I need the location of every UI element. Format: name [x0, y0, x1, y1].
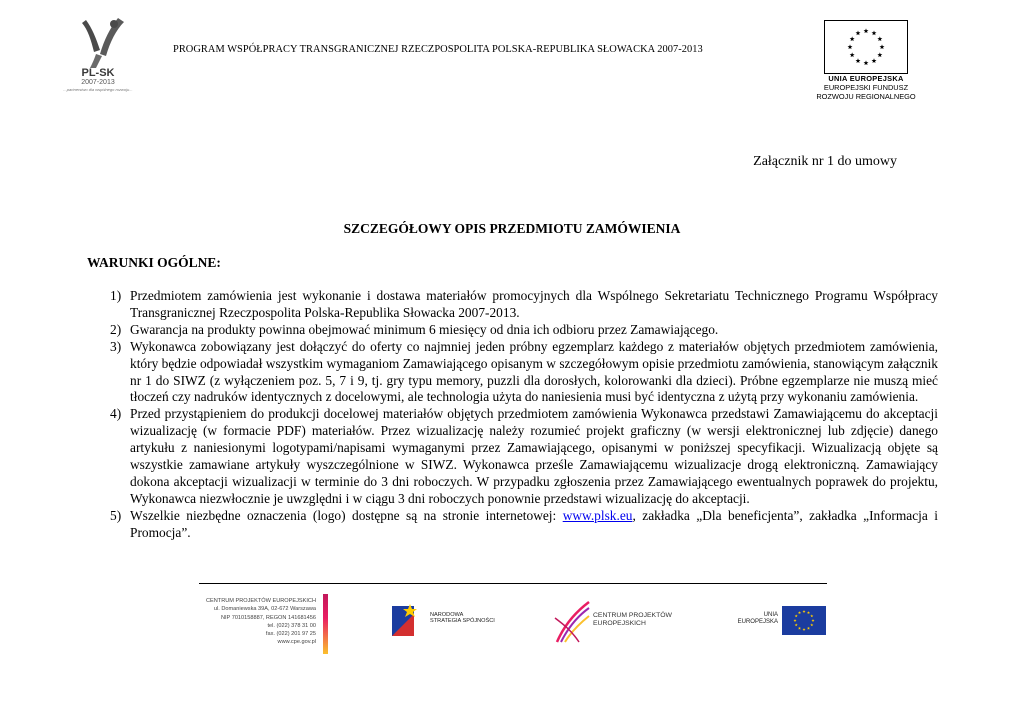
list-item: [110, 406, 938, 507]
eu-stars-icon: [782, 606, 826, 635]
eu-star: [802, 628, 805, 631]
list-item: [110, 322, 938, 339]
cpe-line: www.cpe.gov.pl: [277, 639, 316, 646]
plsk-tagline: ...partnerstwo dla wspólnego rozwoju...: [63, 87, 133, 92]
footer-divider: [199, 583, 827, 584]
eu-star: [880, 44, 885, 49]
eu-star: [793, 619, 796, 622]
ue-line: EUROPEJSKA: [737, 619, 778, 626]
eu-star: [848, 44, 853, 49]
eu-star: [811, 619, 814, 622]
list-item: [110, 508, 938, 542]
eu-flag-icon: [782, 606, 826, 635]
eu-star: [795, 623, 798, 626]
plsk-website-link[interactable]: www.plsk.eu: [562, 507, 633, 523]
document-title: SZCZEGÓŁOWY OPIS PRZEDMIOTU ZAMÓWIENIA: [343, 221, 681, 236]
cpe-line: CENTRUM PROJEKTÓW EUROPEJSKICH: [205, 598, 316, 604]
eu-star: [795, 614, 798, 617]
cpe-address-block: [200, 597, 316, 647]
item-text: Wykonawca zobowiązany jest dołączyć do oferty co najmniej jeden próbny egzemplarz każdego z materiałów objętych przedmiotem zamówienia, który będzie odpowiadał wszystkim wymaganiom Zamawiającego opisanym w szczegółowym opisie przedmiotu zamówienia, stanowiącym załącznik nr 1 do SIWZ (z wyłączeniem poz. 5, 7 i 9, tj. gry typu memory, puzzli dla dorosłych, kolorowanki dla dzieci). Próbne egzemplarze nie muszą mieć tłoczeń czy nadruków identycznych z docelowymi, ale technologia użyta do naniesienia musi być identyczna z użytą przy wykonaniu zamówienia.: [130, 338, 938, 405]
eu-star: [877, 36, 882, 41]
item-number: 5): [110, 507, 122, 523]
eu-logo-line3: ROZWOJU REGIONALNEGO: [816, 92, 916, 101]
eu-star: [798, 611, 801, 614]
program-title: PROGRAM WSPÓŁPRACY TRANSGRANICZNEJ RZECZPOSPOLITA POLSKA-REPUBLIKA SŁOWACKA 2007-2013: [173, 44, 703, 55]
eu-flag-logo: [824, 20, 908, 74]
ue-text: [733, 612, 778, 627]
item-number: 2): [110, 321, 122, 337]
plsk-logo-text: [63, 67, 133, 92]
eu-logo-line2: EUROPEJSKI FUNDUSZ: [823, 83, 909, 92]
item-text: Przed przystąpieniem do produkcji docelowej materiałów objętych przedmiotem zamówienia Wykonawca przedstawi Zamawiającemu do akceptacji wizualizację (w formacie PDF) materiałów. Przez wizualizację należy rozumieć projekt graficzny (w wersji elektronicznej lub zdjęcie) danego artykułu z naniesionymi logotypami/napisami wymaganymi przez Zamawiającego, opisanymi w poniższej specyfikacji. Wizualizacją objęte są wszystkie zamawiane artykuły wyszczególnione w SIWZ. Wykonawca prześle Zamawiającemu wizualizacje drogą elektroniczną. Zamawiający dokona akceptacji wizualizacji w terminie do 3 dni roboczych. W przypadku zgłoszenia przez Zamawiającego ewentualnych poprawek do projektu, Wykonawca niezwłocznie je uwzględni i w ciągu 3 dni roboczych ponownie przedstawi wizualizację do akceptacji.: [130, 406, 938, 506]
eu-star: [807, 627, 810, 630]
cpe-logo: [553, 598, 593, 644]
eu-logo-text: [806, 74, 926, 101]
cpe-line: tel. (022) 378 31 00: [267, 622, 316, 629]
item-text: Przedmiotem zamówienia jest wykonanie i dostawa materiałów promocyjnych dla Wspólnego Sekretariatu Technicznego Programu Współpracy Transgranicznej Rzeczpospolita Polska-Republika Słowacka 2007-2013.: [130, 288, 938, 320]
eu-star: [802, 610, 805, 613]
eu-star: [850, 52, 855, 57]
cp-line: EUROPEJSKICH: [593, 619, 646, 627]
nss-logo-icon: [388, 600, 426, 640]
item-text: , zakładka „Dla beneficjenta”, zakładka „Informacja i Promocja”.: [130, 507, 938, 540]
list-item: [110, 339, 938, 407]
eu-star: [872, 58, 877, 63]
cpe-line: ul. Domaniewska 39A, 02-672 Warszawa: [213, 606, 316, 613]
cpe-logo-text: [593, 612, 672, 627]
cpe-line: fax. (022) 201 97 25: [265, 631, 316, 638]
nss-text: [430, 612, 495, 625]
list-item: [110, 288, 938, 322]
ue-line: UNIA: [763, 612, 778, 618]
eu-star: [864, 60, 869, 65]
eu-star: [798, 627, 801, 630]
eu-stars-icon: [825, 21, 907, 73]
section-heading: WARUNKI OGÓLNE:: [87, 255, 221, 270]
plsk-figure-icon: [56, 14, 154, 70]
item-text: Wszelkie niezbędne oznaczenia (logo) dostępne są na stronie internetowej:: [130, 507, 563, 523]
plsk-name: PL-SK: [81, 67, 115, 79]
nss-line: NARODOWA: [430, 612, 464, 618]
nss-logo: [388, 600, 426, 640]
conditions-list: [110, 288, 938, 542]
eu-star: [856, 31, 861, 36]
eu-star: [856, 58, 861, 63]
nss-line: STRATEGIA SPÓJNOŚCI: [430, 618, 495, 625]
cpe-line: NIP 7010158887, REGON 141681456: [220, 614, 316, 621]
eu-star: [810, 623, 813, 626]
item-number: 3): [110, 338, 122, 354]
eu-star: [810, 614, 813, 617]
eu-star: [872, 31, 877, 36]
cpe-color-bar: [323, 594, 328, 654]
eu-logo-line1: UNIA EUROPEJSKA: [828, 74, 904, 83]
eu-star: [850, 36, 855, 41]
eu-star: [807, 611, 810, 614]
eu-star: [864, 28, 869, 33]
cp-line: CENTRUM PROJEKTÓW: [593, 612, 672, 619]
item-number: 4): [110, 406, 122, 422]
plsk-years: 2007-2013: [81, 79, 115, 86]
eu-star: [877, 52, 882, 57]
cpe-logo-icon: [553, 598, 593, 644]
annex-label: Załącznik nr 1 do umowy: [753, 154, 897, 169]
item-text: Gwarancja na produkty powinna obejmować minimum 6 miesięcy od dnia ich odbioru przez Zamawiającego.: [130, 321, 719, 337]
item-number: 1): [110, 288, 122, 303]
